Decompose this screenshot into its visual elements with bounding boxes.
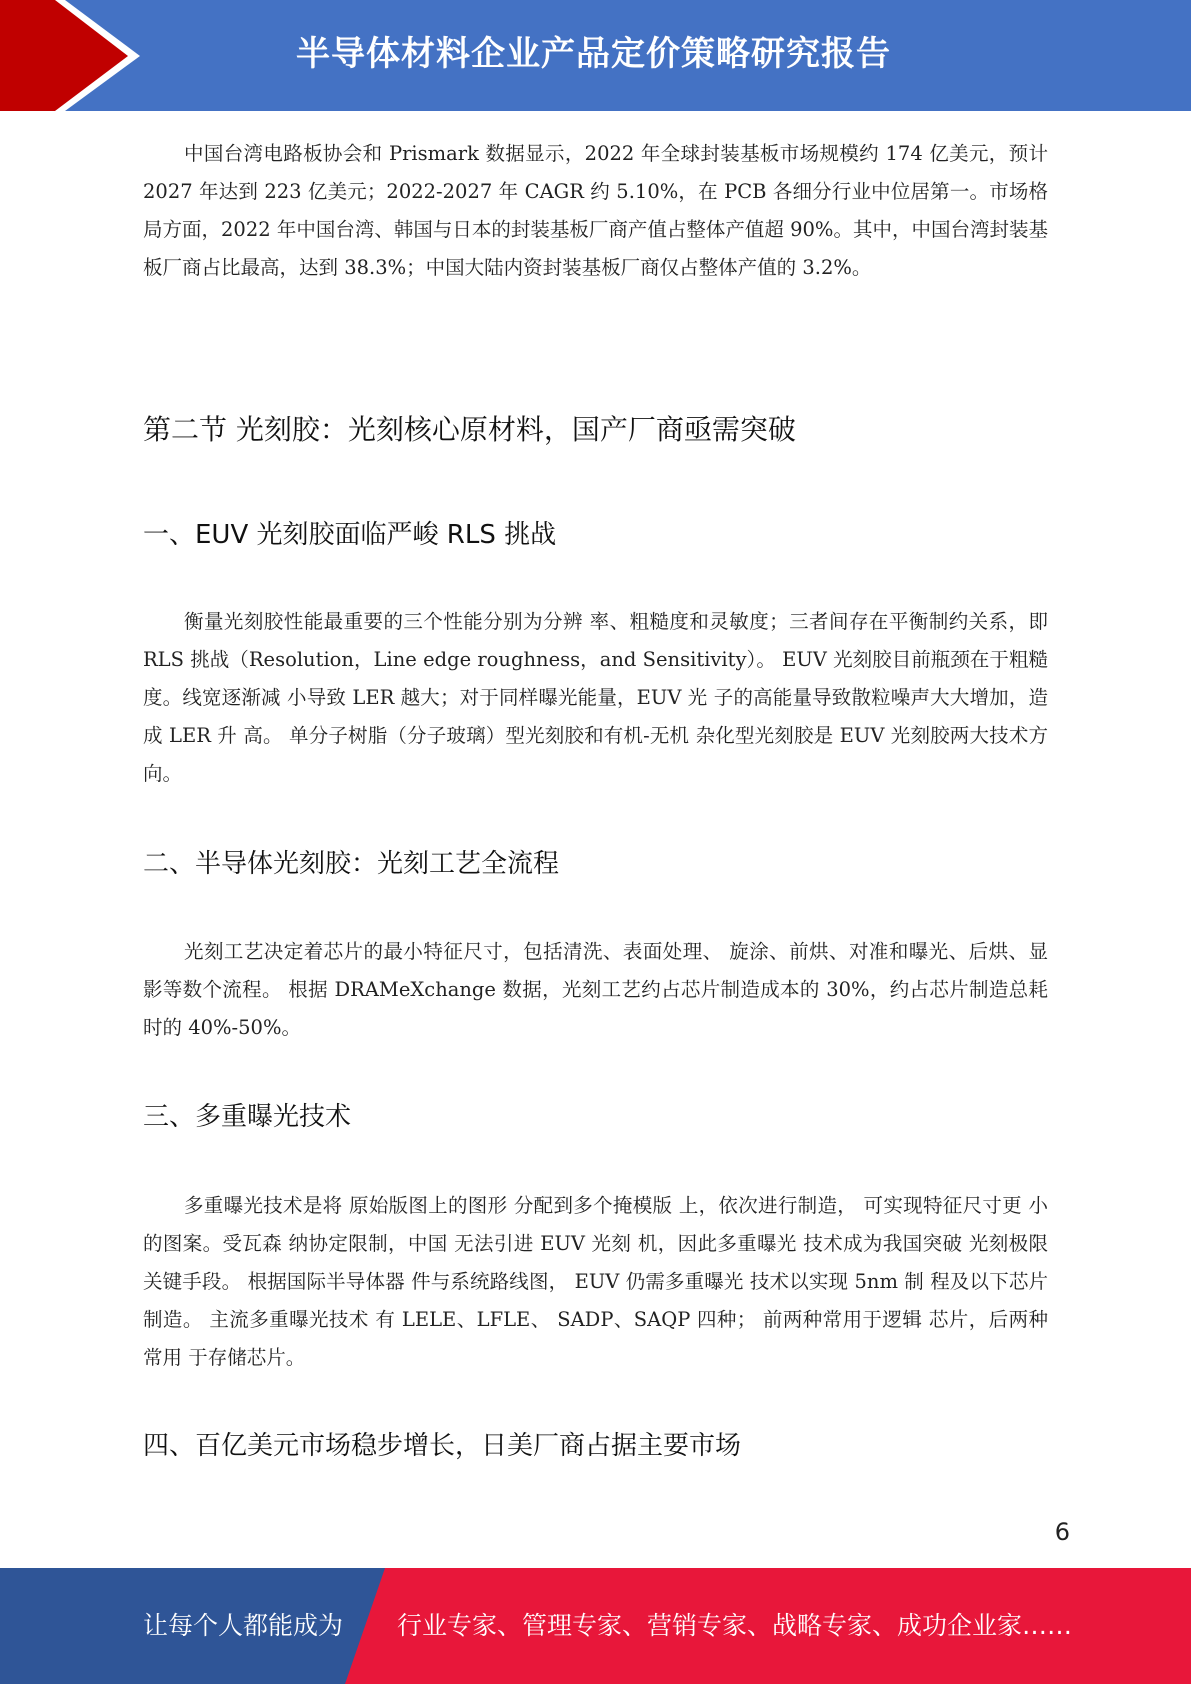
page-header — [0, 0, 1191, 111]
subsection-heading-2: 二、半导体光刻胶：光刻工艺全流程 — [143, 849, 560, 879]
report-title: 半导体材料企业产品定价策略研究报告 — [296, 34, 891, 74]
subsection-heading-4: 四、百亿美元市场稳步增长，日美厂商占据主要市场 — [143, 1431, 742, 1461]
subsection-paragraph-3: 多重曝光技术是将 原始版图上的图形 分配到多个掩模版 上，依次进行制造， 可实现特征尺寸更 小的图案。受瓦森 纳协定限制，中国 无法引进 EUV 光刻 机，因此多重曝光 技术成为我国突破 光刻极限关键手段。 根据国际半导体器 件与系统路线图， EUV 仍需多重曝光 技术以实现 5nm 制 程及以下芯片制造。 主流多重曝光技术 有 LELE、LFLE、 SADP、SAQP 四种； 前两种常用于逻辑 芯片，后两种常用 于存储芯片。 — [143, 1194, 1048, 1369]
page-footer — [0, 1568, 1191, 1684]
section-title: 第二节 光刻胶：光刻核心原材料，国产厂商亟需突破 — [143, 413, 796, 446]
subsection-paragraph-2: 光刻工艺决定着芯片的最小特征尺寸，包括清洗、表面处理、 旋涂、前烘、对准和曝光、后烘、显影等数个流程。 根据 DRAMeXchange 数据，光刻工艺约占芯片制造成本的 30%，约占芯片制造总耗时的 40%-50%。 — [143, 940, 1048, 1039]
subsection-heading-3: 三、多重曝光技术 — [143, 1102, 352, 1132]
footer-slogan-left: 让每个人都能成为 — [143, 1611, 344, 1640]
subsection-heading-1: 一、EUV 光刻胶面临严峻 RLS 挑战 — [143, 520, 557, 550]
footer-slogan-right: 行业专家、管理专家、营销专家、战略专家、成功企业家…… — [397, 1611, 1073, 1640]
subsection-paragraph-1: 衡量光刻胶性能最重要的三个性能分别为分辨 率、粗糙度和灵敏度；三者间存在平衡制约关系，即 RLS 挑战（Resolution，Line edge roughness，and Sensitivity）。 EUV 光刻胶目前瓶颈在于粗糙度。线宽逐渐减 小导致 LER 越大；对于同样曝光能量，EUV 光 子的高能量导致散粒噪声大大增加，造成 LER 升 高。 单分子树脂（分子玻璃）型光刻胶和有机-无机 杂化型光刻胶是 EUV 光刻胶两大技术方向。 — [143, 610, 1048, 785]
page-number: 6 — [1054, 1518, 1070, 1546]
intro-paragraph: 中国台湾电路板协会和 Prismark 数据显示，2022 年全球封装基板市场规模约 174 亿美元，预计 2027 年达到 223 亿美元；2022-2027 年 CAGR 约 5.10%，在 PCB 各细分行业中位居第一。市场格局方面，2022 年中国台湾、韩国与日本的封装基板厂商产值占整体产值超 90%。其中，中国台湾封装基板厂商占比最高，达到 38.3%；中国大陆内资封装基板厂商仅占整体产值的 3.2%。 — [143, 142, 1048, 279]
